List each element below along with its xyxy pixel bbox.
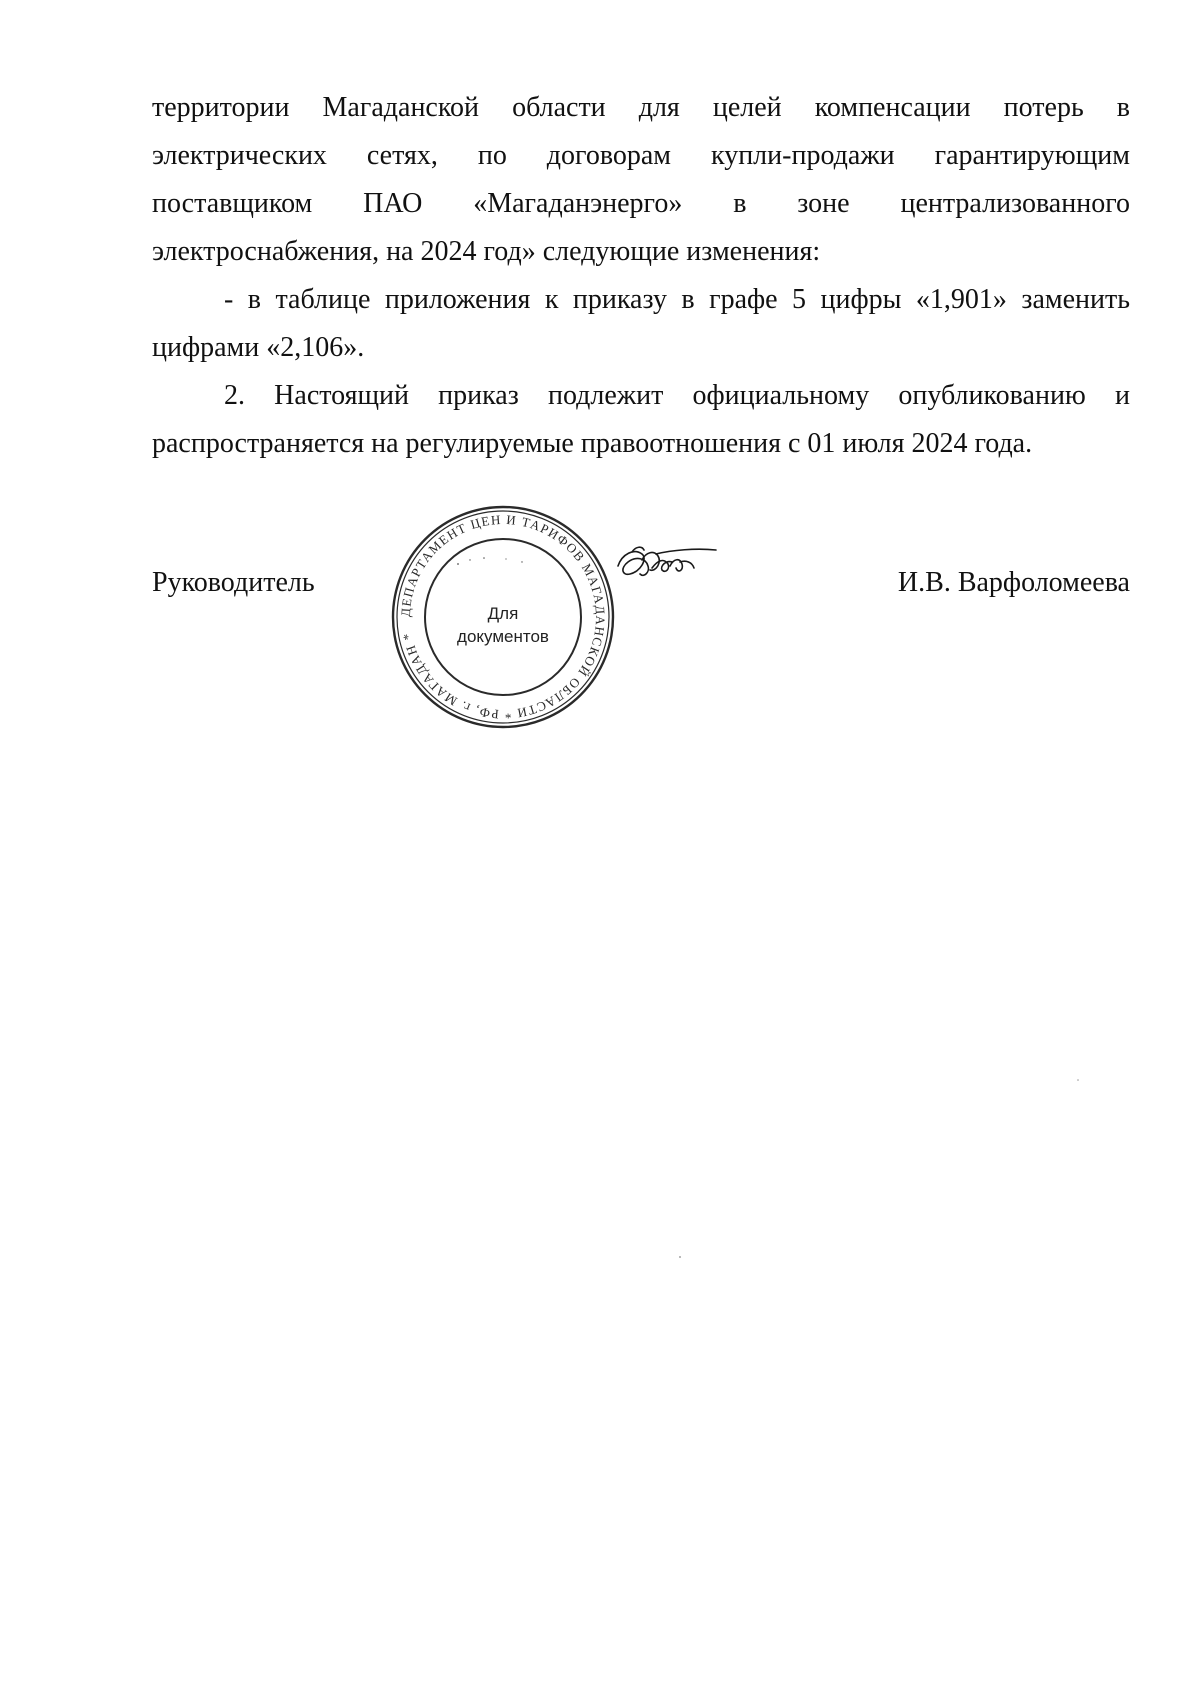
signatory-role: Руководитель	[152, 567, 315, 598]
text-line: электроснабжения, на 2024 год» следующие изменения:	[152, 236, 821, 267]
stamp-ring-text: ДЕПАРТАМЕНТ ЦЕН И ТАРИФОВ МАГАДАНСКОЙ ОБЛАСТИ * РФ, г. МАГАДАН *	[397, 511, 609, 723]
stamp-center-line2: документов	[457, 627, 549, 646]
stamp-center-line1: Для	[487, 604, 519, 623]
text-line: территории Магаданской области для целей компенсации потерь в	[152, 92, 1130, 123]
signatory-name: И.В. Варфоломеева	[897, 567, 1130, 598]
text-line: электрических сетях, по договорам купли-продажи гарантирующим	[152, 140, 1130, 171]
text-line: распространяется на регулируемые правоотношения с 01 июля 2024 года.	[152, 428, 1033, 459]
text-line: поставщиком ПАО «Магаданэнерго» в зоне централизованного	[152, 188, 1130, 219]
text-line: - в таблице приложения к приказу в графе 5 цифры «1,901» заменить	[224, 284, 1130, 315]
text-line: цифрами «2,106».	[152, 332, 365, 363]
text-line: 2. Настоящий приказ подлежит официальному опубликованию и	[224, 380, 1130, 411]
